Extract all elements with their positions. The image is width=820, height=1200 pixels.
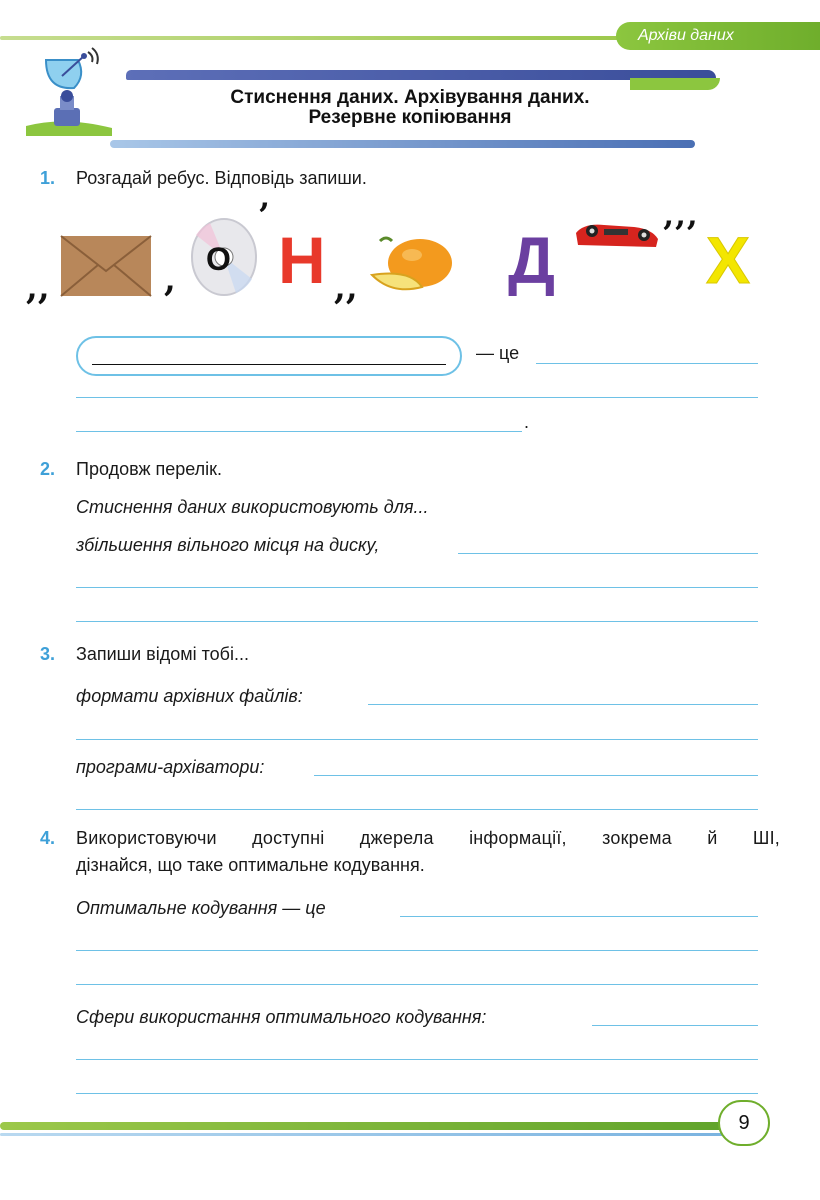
write-line[interactable] <box>76 1093 758 1094</box>
write-line[interactable] <box>400 916 758 917</box>
write-line[interactable] <box>536 363 758 364</box>
apostrophe: ’ <box>258 196 270 236</box>
banner-top-stripe <box>126 70 716 80</box>
write-line[interactable] <box>76 984 758 985</box>
task-1-heading <box>40 168 367 189</box>
task-3-heading <box>40 644 249 665</box>
red-car-icon <box>574 219 660 253</box>
task-3-prompt-formats: формати архівних файлів: <box>76 686 303 706</box>
top-decor-line <box>0 36 640 40</box>
write-line[interactable] <box>76 739 758 740</box>
task-text: Розгадай ребус. Відповідь запиши. <box>76 168 367 188</box>
task-number: 3. <box>40 644 56 664</box>
task-2-prompt: Стиснення даних використовують для... <box>76 497 429 517</box>
page-number: 9 <box>718 1100 770 1146</box>
task-number: 2. <box>40 459 56 479</box>
bottom-decor-line <box>0 1122 740 1130</box>
task-4-heading <box>40 828 780 876</box>
letter-x: Х <box>706 223 751 297</box>
write-line[interactable] <box>314 775 758 776</box>
ce-label: — це <box>476 343 520 363</box>
task-4-prompt-definition: Оптимальне кодування — це <box>76 898 326 918</box>
comma-1: , <box>164 260 176 300</box>
write-line[interactable] <box>76 397 758 398</box>
task-number: 4. <box>40 828 56 848</box>
task-text-line-1: Використовуючи доступні джерела інформації, зокрема й ШІ, <box>76 828 780 848</box>
write-line[interactable] <box>76 621 758 622</box>
double-comma-1: ,, <box>26 268 50 308</box>
write-line[interactable] <box>76 587 758 588</box>
page-title <box>0 88 820 128</box>
write-line[interactable] <box>458 553 758 554</box>
task-4-prompt-spheres: Сфери використання оптимального кодування: <box>76 1007 487 1027</box>
task-2-starter: збільшення вільного місця на диску, <box>76 535 380 555</box>
bottom-decor-line-2 <box>0 1133 730 1136</box>
task-3-prompt-archivers: програми-архіватори: <box>76 757 265 777</box>
melon-icon <box>370 235 454 297</box>
disc-letter: О <box>206 241 231 277</box>
section-tab: Архіви даних <box>616 22 820 50</box>
triple-apostrophe: ’’’ <box>662 214 698 254</box>
write-line[interactable] <box>76 950 758 951</box>
write-line[interactable] <box>76 431 522 432</box>
period: . <box>524 412 530 432</box>
letter-n: Н <box>278 223 326 297</box>
double-comma-2: ,, <box>334 268 358 308</box>
title-line-1: Стиснення даних. Архівування даних. <box>230 87 590 108</box>
write-line[interactable] <box>76 1059 758 1060</box>
task-number: 1. <box>40 168 56 188</box>
task-text: Продовж перелік. <box>76 459 223 479</box>
answer-line <box>92 364 446 365</box>
answer-box[interactable] <box>76 336 462 376</box>
write-line[interactable] <box>368 704 758 705</box>
task-2-heading <box>40 459 222 480</box>
envelope-icon <box>60 235 152 297</box>
rebus <box>22 196 782 315</box>
write-line[interactable] <box>76 809 758 810</box>
title-line-2: Резервне копіювання <box>308 107 512 128</box>
task-text-line-2: дізнайся, що таке оптимальне кодування. <box>76 855 425 875</box>
write-line[interactable] <box>592 1025 758 1026</box>
banner-bottom-stripe <box>110 140 695 148</box>
letter-d: Д <box>508 223 556 297</box>
task-text: Запиши відомі тобі... <box>76 644 249 664</box>
